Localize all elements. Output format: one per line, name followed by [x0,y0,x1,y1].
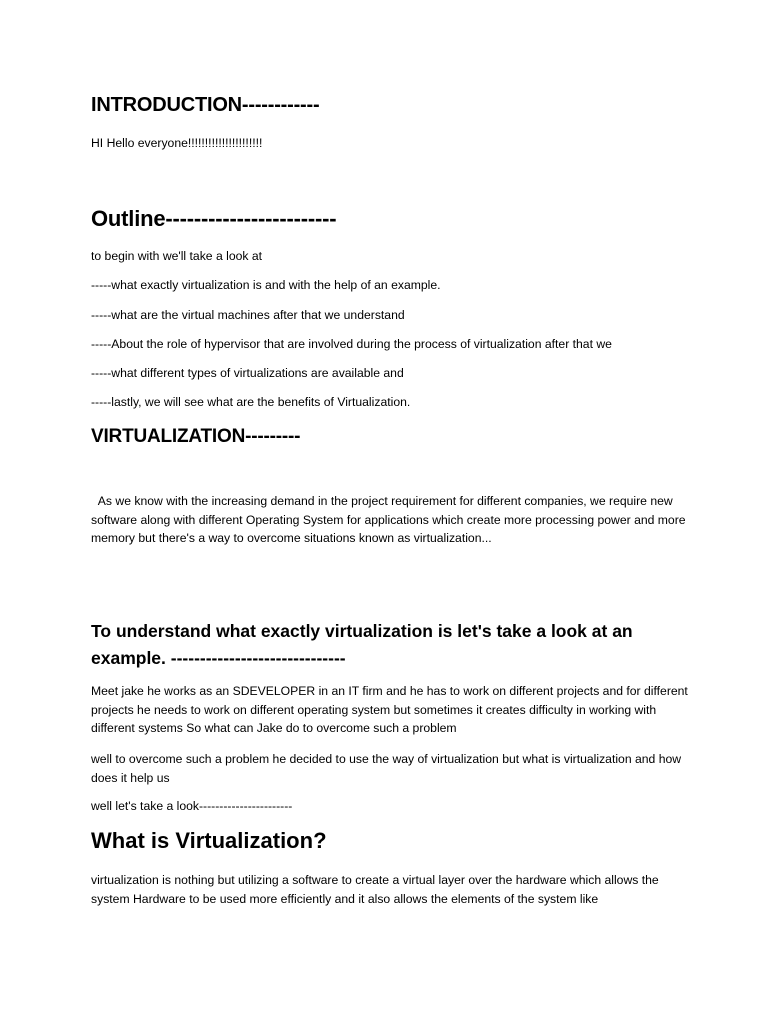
outline-intro: to begin with we'll take a look at [91,249,263,263]
example-paragraph: well to overcome such a problem he decided to use the way of virtualization but what is virtualization and how does it help us [91,752,682,785]
outline-item: -----lastly, we will see what are the benefits of Virtualization. [91,395,411,409]
outline-item: -----About the role of hypervisor that are involved during the process of virtualization after that we [91,337,612,351]
virtualization-heading: VIRTUALIZATION--------- [91,426,301,447]
outline-item: -----what different types of virtualizations are available and [91,366,404,380]
what-is-heading: What is Virtualization? [91,828,327,853]
example-paragraph: well let's take a look----------------------- [91,799,293,813]
example-heading: To understand what exactly virtualization is let's take a look at an example. ------------------------------ [91,621,633,668]
outline-heading: Outline------------------------ [91,206,337,231]
example-paragraph: Meet jake he works as an SDEVELOPER in an IT firm and he has to work on different projects and for different projects he needs to work on different operating system but sometimes it creates difficulty in working with different systems So what can Jake do to overcome such a problem [91,684,688,735]
virtualization-paragraph: As we know with the increasing demand in the project requirement for different companies, we require new software along with different Operating System for applications which create more processing power and more memory but there's a way to overcome situations known as virtualization... [91,494,689,545]
outline-item: -----what are the virtual machines after that we understand [91,308,405,322]
greeting-text: HI Hello everyone!!!!!!!!!!!!!!!!!!!!!! [91,136,263,150]
what-is-paragraph: virtualization is nothing but utilizing a software to create a virtual layer over the hardware which allows the system Hardware to be used more efficiently and it also allows the elements of the system like [91,873,659,906]
introduction-heading: INTRODUCTION------------ [91,94,320,116]
outline-item: -----what exactly virtualization is and with the help of an example. [91,278,441,292]
